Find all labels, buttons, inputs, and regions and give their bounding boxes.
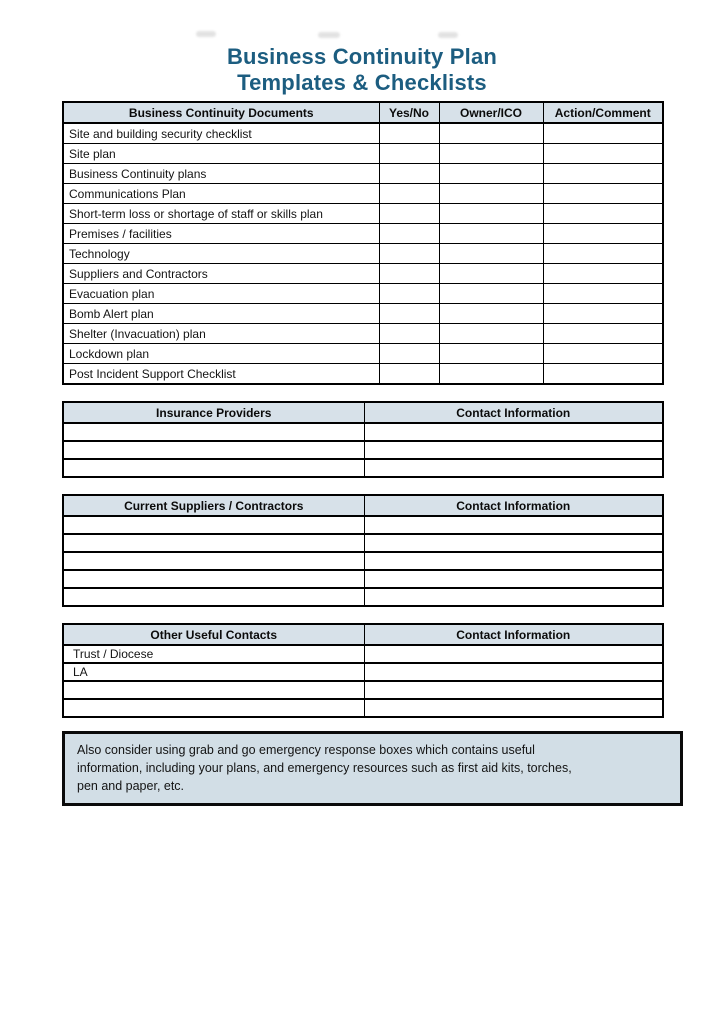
table-row xyxy=(63,224,663,244)
table-row xyxy=(63,164,663,184)
yes-no-cell xyxy=(379,344,439,364)
table-row xyxy=(63,244,663,264)
owner-ico-cell xyxy=(439,344,543,364)
table-row xyxy=(63,264,663,284)
owner-ico-cell xyxy=(439,264,543,284)
table-row xyxy=(63,364,663,385)
contact-information-cell xyxy=(364,645,663,663)
contact-information-cell xyxy=(364,534,663,552)
owner-ico-cell xyxy=(439,204,543,224)
column-header-current-suppliers: Current Suppliers / Contractors xyxy=(63,495,364,516)
suppliers-table-body xyxy=(63,516,663,606)
name-cell xyxy=(63,534,364,552)
owner-ico-cell xyxy=(439,324,543,344)
table-row xyxy=(63,534,663,552)
table-row xyxy=(63,663,663,681)
name-cell xyxy=(63,588,364,606)
yes-no-cell xyxy=(379,284,439,304)
yes-no-cell xyxy=(379,144,439,164)
yes-no-cell xyxy=(379,204,439,224)
document-name-cell: Communications Plan xyxy=(63,184,379,204)
table-row xyxy=(63,123,663,144)
other-useful-contacts-table xyxy=(62,623,664,718)
name-cell xyxy=(63,423,364,441)
table-row xyxy=(63,304,663,324)
action-comment-cell xyxy=(543,264,663,284)
owner-ico-cell xyxy=(439,184,543,204)
table-row xyxy=(63,184,663,204)
document-name-cell: Shelter (Invacuation) plan xyxy=(63,324,379,344)
owner-ico-cell xyxy=(439,304,543,324)
column-header-contact-information: Contact Information xyxy=(364,402,663,423)
contact-information-cell xyxy=(364,552,663,570)
table-header-row xyxy=(63,402,663,423)
name-cell: Trust / Diocese xyxy=(63,645,364,663)
table-row xyxy=(63,284,663,304)
action-comment-cell xyxy=(543,284,663,304)
note-line: information, including your plans, and emergency resources such as first aid kits, torches, xyxy=(77,761,572,775)
document-page xyxy=(62,0,683,806)
name-cell xyxy=(63,441,364,459)
action-comment-cell xyxy=(543,344,663,364)
contact-information-cell xyxy=(364,423,663,441)
table-row xyxy=(63,423,663,441)
table-header-row xyxy=(63,495,663,516)
document-name-cell: Post Incident Support Checklist xyxy=(63,364,379,385)
business-continuity-documents-table xyxy=(62,101,664,385)
action-comment-cell xyxy=(543,144,663,164)
column-header-contact-information: Contact Information xyxy=(364,624,663,645)
document-name-cell: Premises / facilities xyxy=(63,224,379,244)
name-cell xyxy=(63,459,364,477)
contact-information-cell xyxy=(364,516,663,534)
owner-ico-cell xyxy=(439,364,543,385)
name-cell xyxy=(63,681,364,699)
owner-ico-cell xyxy=(439,123,543,144)
yes-no-cell xyxy=(379,224,439,244)
table-header-row xyxy=(63,102,663,123)
table-row xyxy=(63,441,663,459)
column-header-contact-information: Contact Information xyxy=(364,495,663,516)
contact-information-cell xyxy=(364,681,663,699)
yes-no-cell xyxy=(379,244,439,264)
action-comment-cell xyxy=(543,123,663,144)
table-row xyxy=(63,588,663,606)
action-comment-cell xyxy=(543,224,663,244)
name-cell xyxy=(63,552,364,570)
table-row xyxy=(63,645,663,663)
insurance-table-body xyxy=(63,423,663,477)
table-row xyxy=(63,459,663,477)
action-comment-cell xyxy=(543,204,663,224)
contact-information-cell xyxy=(364,459,663,477)
contact-information-cell xyxy=(364,441,663,459)
yes-no-cell xyxy=(379,304,439,324)
yes-no-cell xyxy=(379,324,439,344)
document-name-cell: Technology xyxy=(63,244,379,264)
document-name-cell: Evacuation plan xyxy=(63,284,379,304)
yes-no-cell xyxy=(379,164,439,184)
action-comment-cell xyxy=(543,304,663,324)
document-name-cell: Site plan xyxy=(63,144,379,164)
documents-table-body xyxy=(63,123,663,384)
document-name-cell: Site and building security checklist xyxy=(63,123,379,144)
document-name-cell: Suppliers and Contractors xyxy=(63,264,379,284)
table-row xyxy=(63,344,663,364)
action-comment-cell xyxy=(543,184,663,204)
table-row xyxy=(63,681,663,699)
page-title xyxy=(62,44,662,96)
owner-ico-cell xyxy=(439,224,543,244)
column-header-owner-ico: Owner/ICO xyxy=(439,102,543,123)
note-line: pen and paper, etc. xyxy=(77,779,185,793)
yes-no-cell xyxy=(379,184,439,204)
table-row xyxy=(63,552,663,570)
column-header-yes-no: Yes/No xyxy=(379,102,439,123)
document-name-cell: Lockdown plan xyxy=(63,344,379,364)
contact-information-cell xyxy=(364,663,663,681)
table-row xyxy=(63,324,663,344)
column-header-insurance-providers: Insurance Providers xyxy=(63,402,364,423)
page-title-line1: Business Continuity Plan xyxy=(226,44,498,69)
yes-no-cell xyxy=(379,123,439,144)
contact-information-cell xyxy=(364,699,663,717)
grab-and-go-note xyxy=(62,731,683,806)
name-cell xyxy=(63,570,364,588)
table-row xyxy=(63,144,663,164)
document-name-cell: Short-term loss or shortage of staff or skills plan xyxy=(63,204,379,224)
table-row xyxy=(63,204,663,224)
table-row xyxy=(63,699,663,717)
table-row xyxy=(63,516,663,534)
document-name-cell: Business Continuity plans xyxy=(63,164,379,184)
owner-ico-cell xyxy=(439,164,543,184)
name-cell: LA xyxy=(63,663,364,681)
column-header-other-useful-contacts: Other Useful Contacts xyxy=(63,624,364,645)
owner-ico-cell xyxy=(439,144,543,164)
column-header-action-comment: Action/Comment xyxy=(543,102,663,123)
action-comment-cell xyxy=(543,324,663,344)
column-header-documents: Business Continuity Documents xyxy=(63,102,379,123)
action-comment-cell xyxy=(543,244,663,264)
action-comment-cell xyxy=(543,164,663,184)
current-suppliers-contractors-table xyxy=(62,494,664,607)
note-line: Also consider using grab and go emergency response boxes which contains useful xyxy=(77,743,535,757)
yes-no-cell xyxy=(379,264,439,284)
owner-ico-cell xyxy=(439,244,543,264)
table-row xyxy=(63,570,663,588)
name-cell xyxy=(63,699,364,717)
yes-no-cell xyxy=(379,364,439,385)
contact-information-cell xyxy=(364,588,663,606)
action-comment-cell xyxy=(543,364,663,385)
owner-ico-cell xyxy=(439,284,543,304)
contact-information-cell xyxy=(364,570,663,588)
contacts-table-body xyxy=(63,645,663,717)
page-title-line2: Templates & Checklists xyxy=(237,70,487,95)
document-name-cell: Bomb Alert plan xyxy=(63,304,379,324)
name-cell xyxy=(63,516,364,534)
insurance-providers-table xyxy=(62,401,664,478)
table-header-row xyxy=(63,624,663,645)
